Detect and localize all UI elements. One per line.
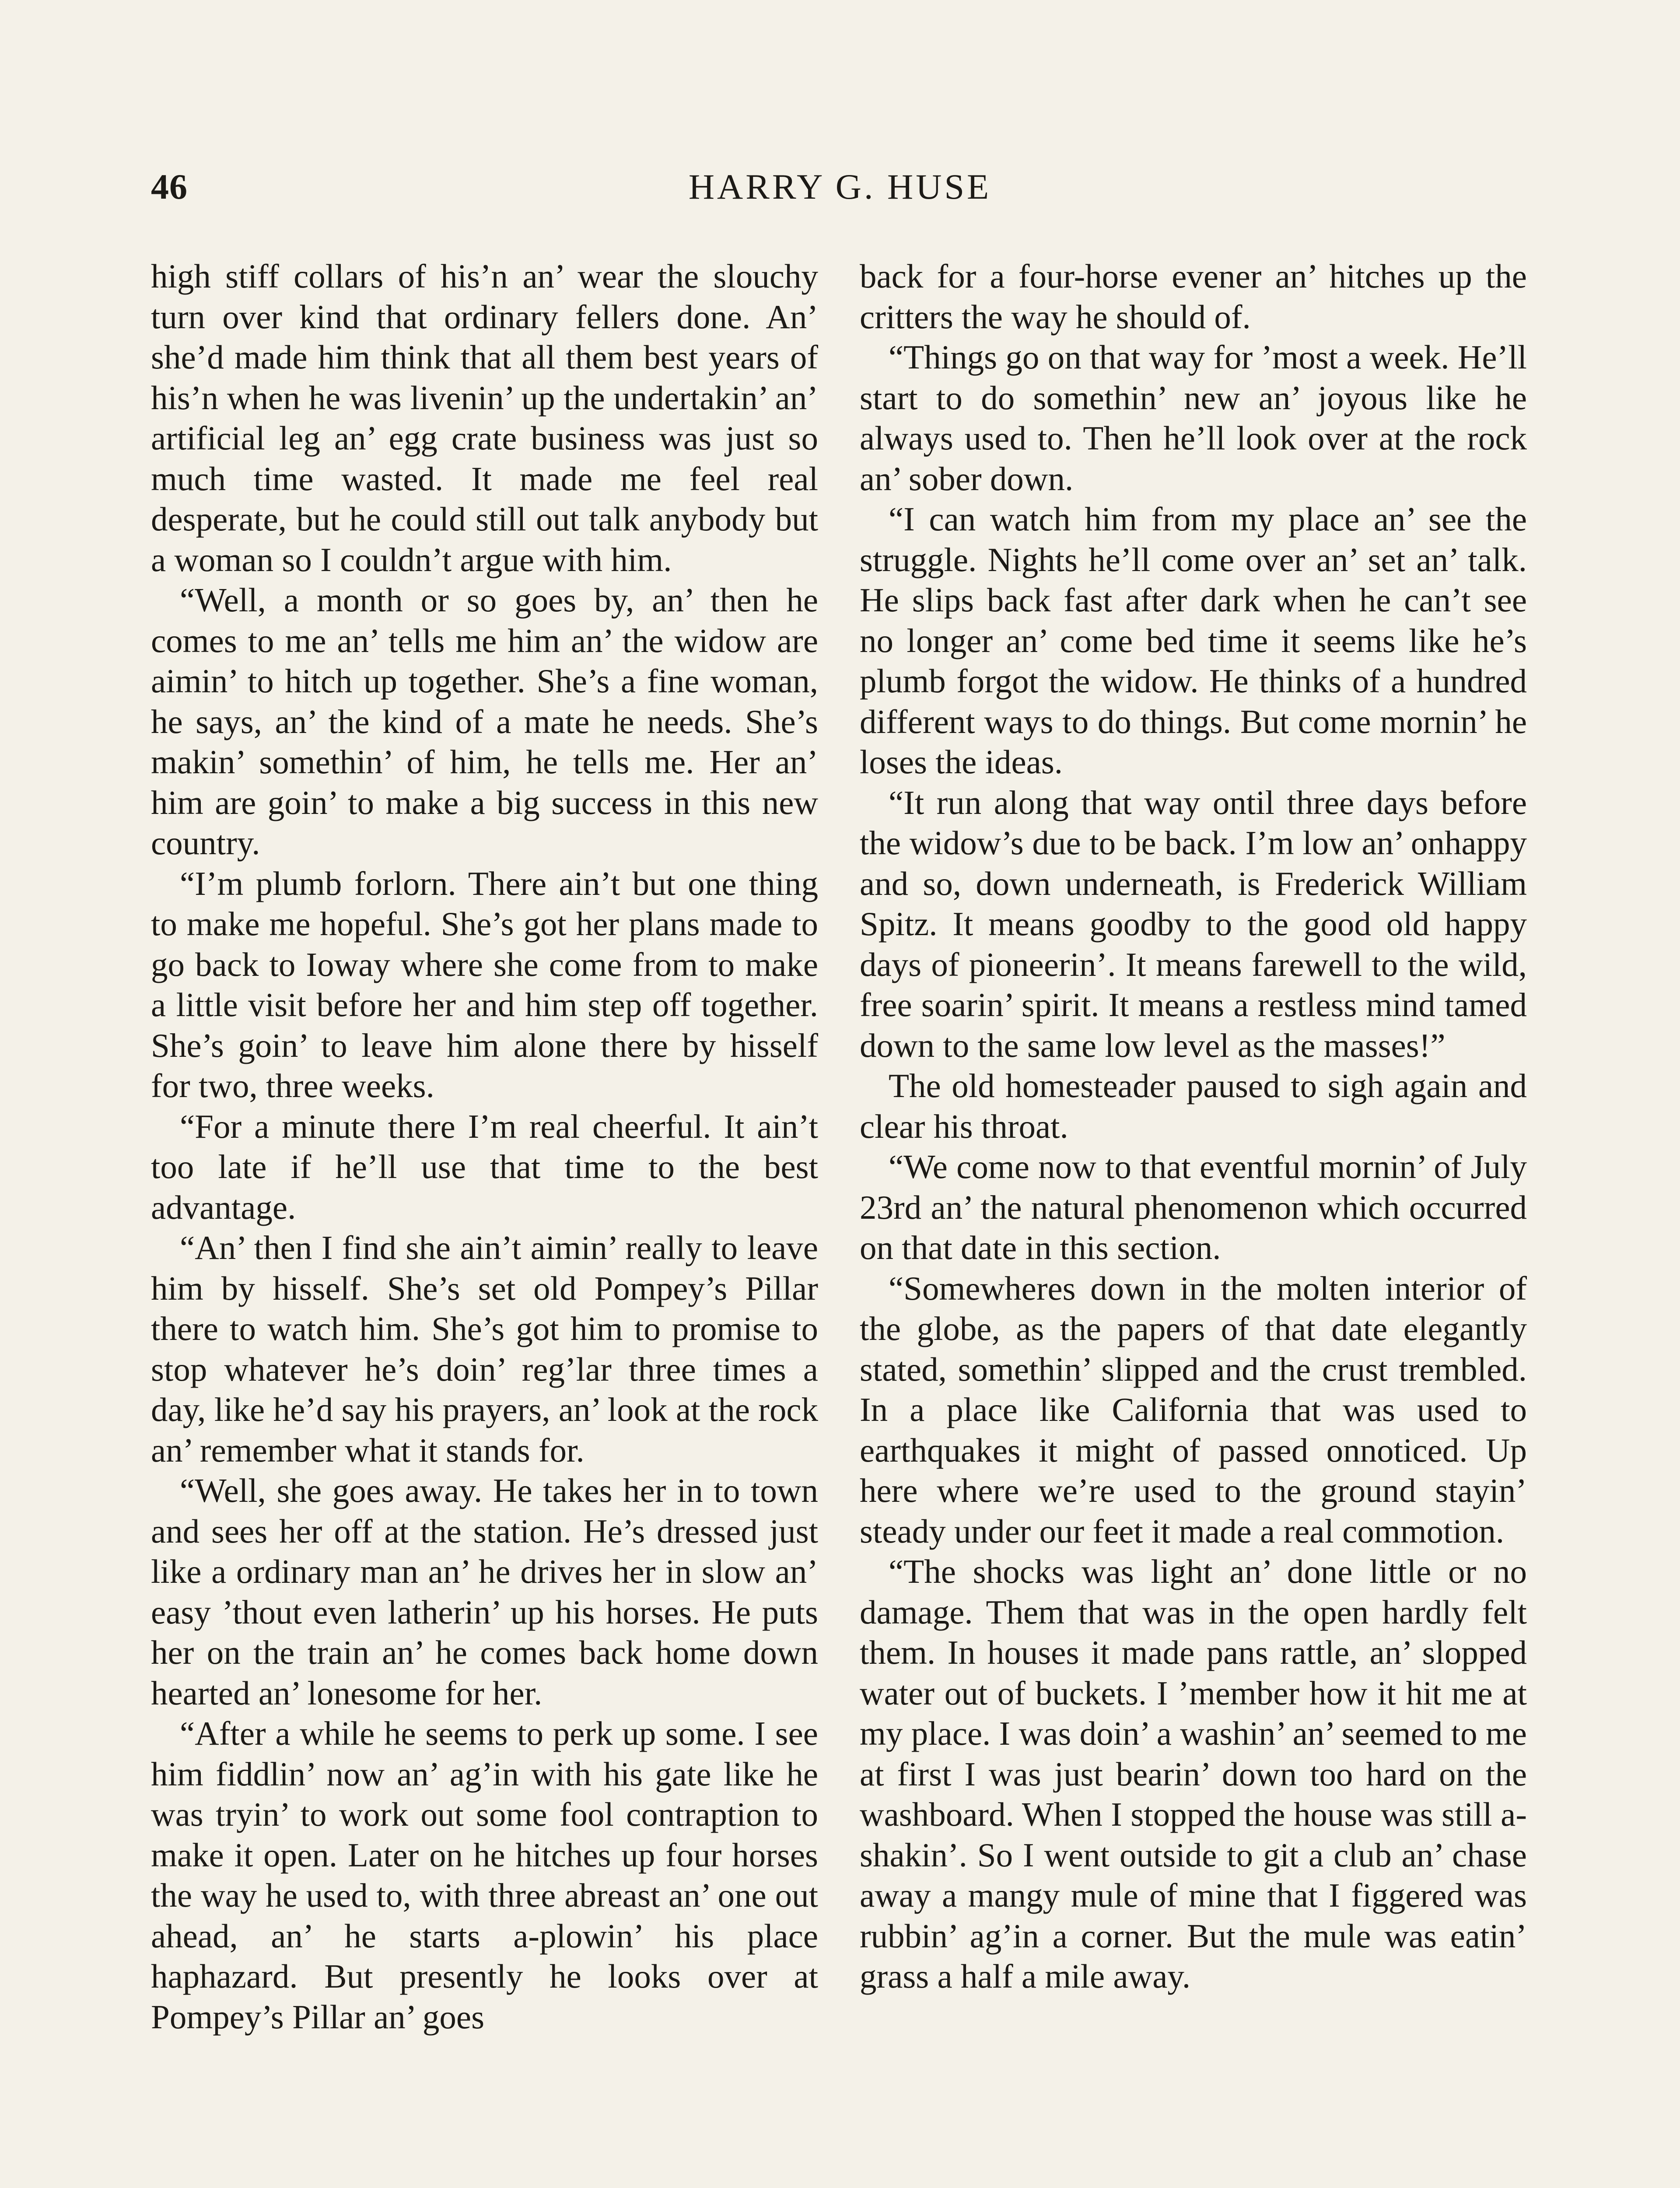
right-text-column xyxy=(860,256,1527,1997)
paragraph: back for a four-horse evener an’ hitches up the critters the way he should of. xyxy=(860,257,1527,336)
page-number: 46 xyxy=(151,167,188,207)
paragraph: “For a minute there I’m real cheerful. It ain’t too late if he’ll use that time to the best advantage. xyxy=(151,1107,818,1226)
page-header xyxy=(151,166,1529,219)
paragraph: “Well, she goes away. He takes her in to town and sees her off at the station. He’s dressed just like a ordinary man an’ he drives her in slow an’ easy ’thout even latherin’ up his horses. He puts her on the train an’ he comes back home down hearted an’ lonesome for her. xyxy=(151,1472,818,1712)
paragraph: “We come now to that eventful mornin’ of July 23rd an’ the natural phenomenon which occurred on that date in this section. xyxy=(860,1148,1527,1266)
running-head: HARRY G. HUSE xyxy=(688,167,992,207)
paragraph: “An’ then I find she ain’t aimin’ really to leave him by hisself. She’s set old Pompey’s Pillar there to watch him. She’s got him to promise to stop whatever he’s doin’ reg’lar three times a day, like he’d say his prayers, an’ look at the rock an’ remember what it stands for. xyxy=(151,1229,818,1469)
paragraph: “Well, a month or so goes by, an’ then he comes to me an’ tells me him an’ the widow are aimin’ to hitch up together. She’s a fine woman, he says, an’ the kind of a mate he needs. She’s makin’ somethin’ of him, he tells me. Her an’ him are goin’ to make a big success in this new country. xyxy=(151,581,818,862)
paragraph: “The shocks was light an’ done little or no damage. Them that was in the open hardly felt them. In houses it made pans rattle, an’ slopped water out of buckets. I ’member how it hit me at my place. I was doin’ a washin’ an’ seemed to me at first I was just bearin’ down too hard on the washboard. When I stopped the house was still a-shakin’. So I went outside to git a club an’ chase away a mangy mule of mine that I figgered was rubbin’ ag’in a corner. But the mule was eatin’ grass a half a mile away. xyxy=(860,1553,1527,1995)
paragraph: “I can watch him from my place an’ see the struggle. Nights he’ll come over an’ set an’ talk. He slips back fast after dark when he can’t see no longer an’ come bed time it seems like he’s plumb forgot the widow. He thinks of a hundred different ways to do things. But come mornin’ he loses the ideas. xyxy=(860,500,1527,781)
paragraph: The old homesteader paused to sigh again and clear his throat. xyxy=(860,1067,1527,1145)
paragraph: “I’m plumb forlorn. There ain’t but one thing to make me hopeful. She’s got her plans made to go back to Ioway where she come from to make a little visit before her and him step off together. She’s goin’ to leave him alone there by hisself for two, three weeks. xyxy=(151,864,818,1105)
paragraph: “Somewheres down in the molten interior of the globe, as the papers of that date elegantly stated, somethin’ slipped and the crust trembled. In a place like California that was used to earthquakes it might of passed onnoticed. Up here where we’re used to the ground stayin’ steady under our feet it made a real commotion. xyxy=(860,1269,1527,1550)
paragraph: “Things go on that way for ’most a week. He’ll start to do somethin’ new an’ joyous like he always used to. Then he’ll look over at the rock an’ sober down. xyxy=(860,338,1527,498)
left-text-column xyxy=(151,256,818,2037)
paragraph: “It run along that way ontil three days before the widow’s due to be back. I’m low an’ onhappy and so, down underneath, is Frederick William Spitz. It means goodby to the good old happy days of pioneerin’. It means farewell to the wild, free soarin’ spirit. It means a restless mind tamed down to the same low level as the masses!” xyxy=(860,783,1527,1064)
paragraph: “After a while he seems to perk up some. I see him fiddlin’ now an’ ag’in with his gate like he was tryin’ to work out some fool contraption to make it open. Later on he hitches up four horses the way he used to, with three abreast an’ one out ahead, an’ he starts a-plowin’ his place haphazard. But presently he looks over at Pompey’s Pillar an’ goes xyxy=(151,1715,818,2036)
paragraph: high stiff collars of his’n an’ wear the slouchy turn over kind that ordinary fellers done. An’ she’d made him think that all them best years of his’n when he was livenin’ up the undertakin’ an’ artificial leg an’ egg crate business was just so much time wasted. It made me feel real desperate, but he could still out talk anybody but a woman so I couldn’t argue with him. xyxy=(151,257,818,579)
